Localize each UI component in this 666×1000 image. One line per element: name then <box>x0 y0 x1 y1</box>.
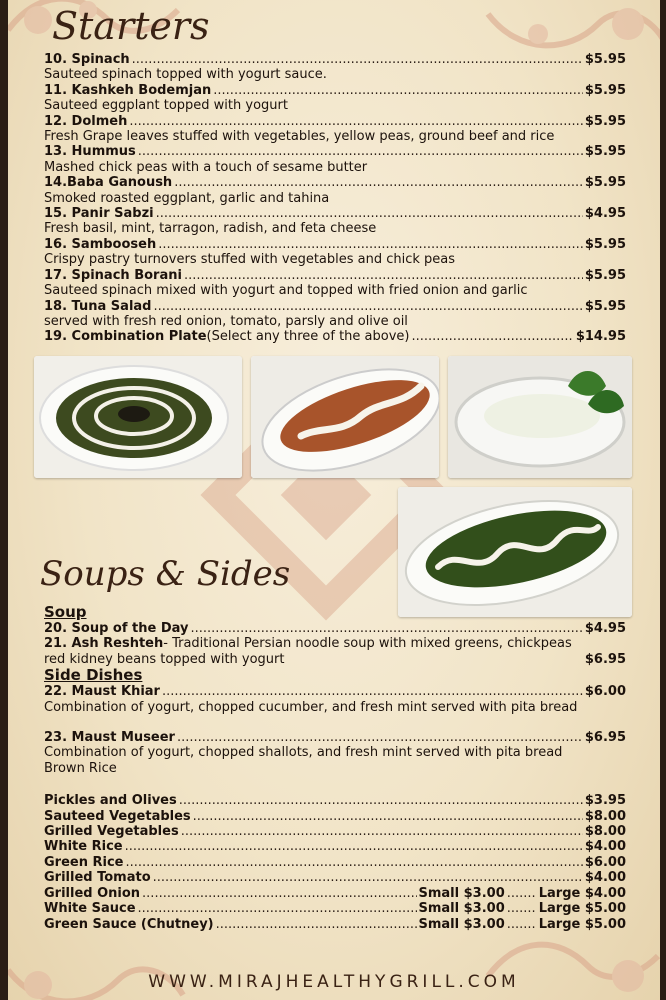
item-price: $5.95 <box>584 298 626 314</box>
item-price: $8.00 <box>584 808 626 824</box>
item-description: Sauteed spinach mixed with yogurt and topped with fried onion and garlic <box>44 283 528 299</box>
menu-item <box>44 114 626 145</box>
spinach-borani-photo <box>398 487 632 617</box>
item-name: 20. Soup of the Day <box>44 621 189 636</box>
item-price: $5.95 <box>584 82 626 98</box>
large-price: Large $5.00 <box>538 901 626 917</box>
small-price: Small $3.00 <box>418 901 505 917</box>
item-price: $6.95 <box>584 730 626 746</box>
item-name: White Sauce <box>44 901 136 917</box>
item-name: Grilled Tomato <box>44 870 151 886</box>
item-name: 16. Sambooseh <box>44 236 157 252</box>
item-name: 11. Kashkeh Bodemjan <box>44 82 212 98</box>
item-description: - Traditional Persian noodle soup with mixed greens, chickpeas red kidney beans topped with yogurt <box>44 636 572 667</box>
item-name: Sauteed Vegetables <box>44 808 191 824</box>
item-name: Pickles and Olives <box>44 793 177 809</box>
menu-item <box>44 870 626 885</box>
item-price: $5.95 <box>584 144 626 160</box>
item-price: $5.95 <box>584 236 626 252</box>
soups-sides-title: Soups & Sides <box>40 554 291 594</box>
menu-item <box>44 855 626 870</box>
item-price: $4.00 <box>584 839 626 855</box>
item-description: Brown Rice <box>44 760 117 776</box>
website-url[interactable]: WWW.MIRAJHEALTHYGRILL.COM <box>148 972 520 992</box>
yogurt-cucumber-photo <box>448 356 632 478</box>
menu-item <box>44 299 626 330</box>
item-price: $6.95 <box>584 651 626 667</box>
menu-item <box>44 901 626 916</box>
item-name: 23. Maust Museer <box>44 730 175 746</box>
side-dishes-heading: Side Dishes <box>44 666 143 685</box>
menu-item <box>44 809 626 824</box>
item-description: Smoked roasted eggplant, garlic and tahina <box>44 190 330 206</box>
item-description: served with fresh red onion, tomato, parsly and olive oil <box>44 313 408 329</box>
menu-item <box>44 144 626 175</box>
starters-list <box>44 52 626 345</box>
item-name: 10. Spinach <box>44 52 130 67</box>
item-name: Green Sauce (Chutney) <box>44 916 214 932</box>
item-price: $3.95 <box>584 793 626 809</box>
menu-item <box>44 621 626 636</box>
small-price: Small $3.00 <box>418 916 505 932</box>
item-price: $4.95 <box>584 206 626 222</box>
item-price: $8.00 <box>584 824 626 840</box>
menu-item <box>44 793 626 808</box>
item-name: 12. Dolmeh <box>44 113 128 129</box>
small-price: Small $3.00 <box>418 885 505 901</box>
item-name: 17. Spinach Borani <box>44 267 182 283</box>
item-name: 15. Panir Sabzi <box>44 206 154 222</box>
item-name: 19. Combination Plate <box>44 329 207 345</box>
item-description: Sauteed eggplant topped with yogurt <box>44 98 288 114</box>
item-description: Sauteed spinach topped with yogurt sauce. <box>44 67 327 83</box>
item-price: $4.00 <box>584 870 626 886</box>
menu-item <box>44 206 626 237</box>
item-price: $5.95 <box>584 267 626 283</box>
menu-item <box>44 83 626 114</box>
menu-item <box>44 175 626 206</box>
item-name: Grilled Onion <box>44 885 141 901</box>
item-price: $14.95 <box>575 329 626 345</box>
combination-plate-item <box>44 329 626 344</box>
item-name: 22. Maust Khiar <box>44 684 160 700</box>
item-name: 21. Ash Reshteh <box>44 636 164 652</box>
item-name: Green Rice <box>44 854 124 870</box>
menu-item <box>44 824 626 839</box>
menu-item <box>44 917 626 932</box>
menu-item <box>44 268 626 299</box>
menu-page <box>8 0 660 1000</box>
item-name: 18. Tuna Salad <box>44 298 152 314</box>
item-description: Fresh Grape leaves stuffed with vegetables, yellow peas, ground beef and rice <box>44 129 555 145</box>
item-description: Fresh basil, mint, tarragon, radish, and feta cheese <box>44 221 377 237</box>
large-price: Large $4.00 <box>538 885 626 901</box>
menu-item <box>44 730 626 776</box>
soups-sides-list <box>44 604 626 932</box>
item-name: Grilled Vegetables <box>44 824 179 840</box>
item-price: $6.00 <box>584 854 626 870</box>
menu-item <box>44 237 626 268</box>
spinach-dish-photo <box>34 356 242 478</box>
item-price: $6.00 <box>584 684 626 700</box>
item-description: Crispy pastry turnovers stuffed with vegetables and chick peas <box>44 252 456 268</box>
menu-item <box>44 52 626 83</box>
item-price: $5.95 <box>584 113 626 129</box>
right-frame <box>660 0 666 1000</box>
menu-item <box>44 684 626 715</box>
item-description: Combination of yogurt, chopped shallots, and fresh mint served with pita bread <box>44 745 563 761</box>
item-price: $5.95 <box>584 52 626 67</box>
item-name: White Rice <box>44 839 123 855</box>
item-price: $5.95 <box>584 175 626 191</box>
menu-item <box>44 839 626 854</box>
starters-title: Starters <box>52 4 210 48</box>
item-description: Combination of yogurt, chopped cucumber, and fresh mint served with pita bread <box>44 699 578 715</box>
soup-heading: Soup <box>44 603 87 621</box>
item-note: (Select any three of the above) <box>206 329 410 345</box>
item-price: $4.95 <box>584 621 626 636</box>
menu-item <box>44 886 626 901</box>
item-name: 14.Baba Ganoush <box>44 175 173 191</box>
item-name: 13. Hummus <box>44 144 136 160</box>
large-price: Large $5.00 <box>538 916 626 932</box>
item-description: Mashed chick peas with a touch of sesame butter <box>44 159 368 175</box>
eggplant-dish-photo <box>251 356 439 478</box>
left-frame <box>0 0 8 1000</box>
menu-item <box>44 636 626 667</box>
